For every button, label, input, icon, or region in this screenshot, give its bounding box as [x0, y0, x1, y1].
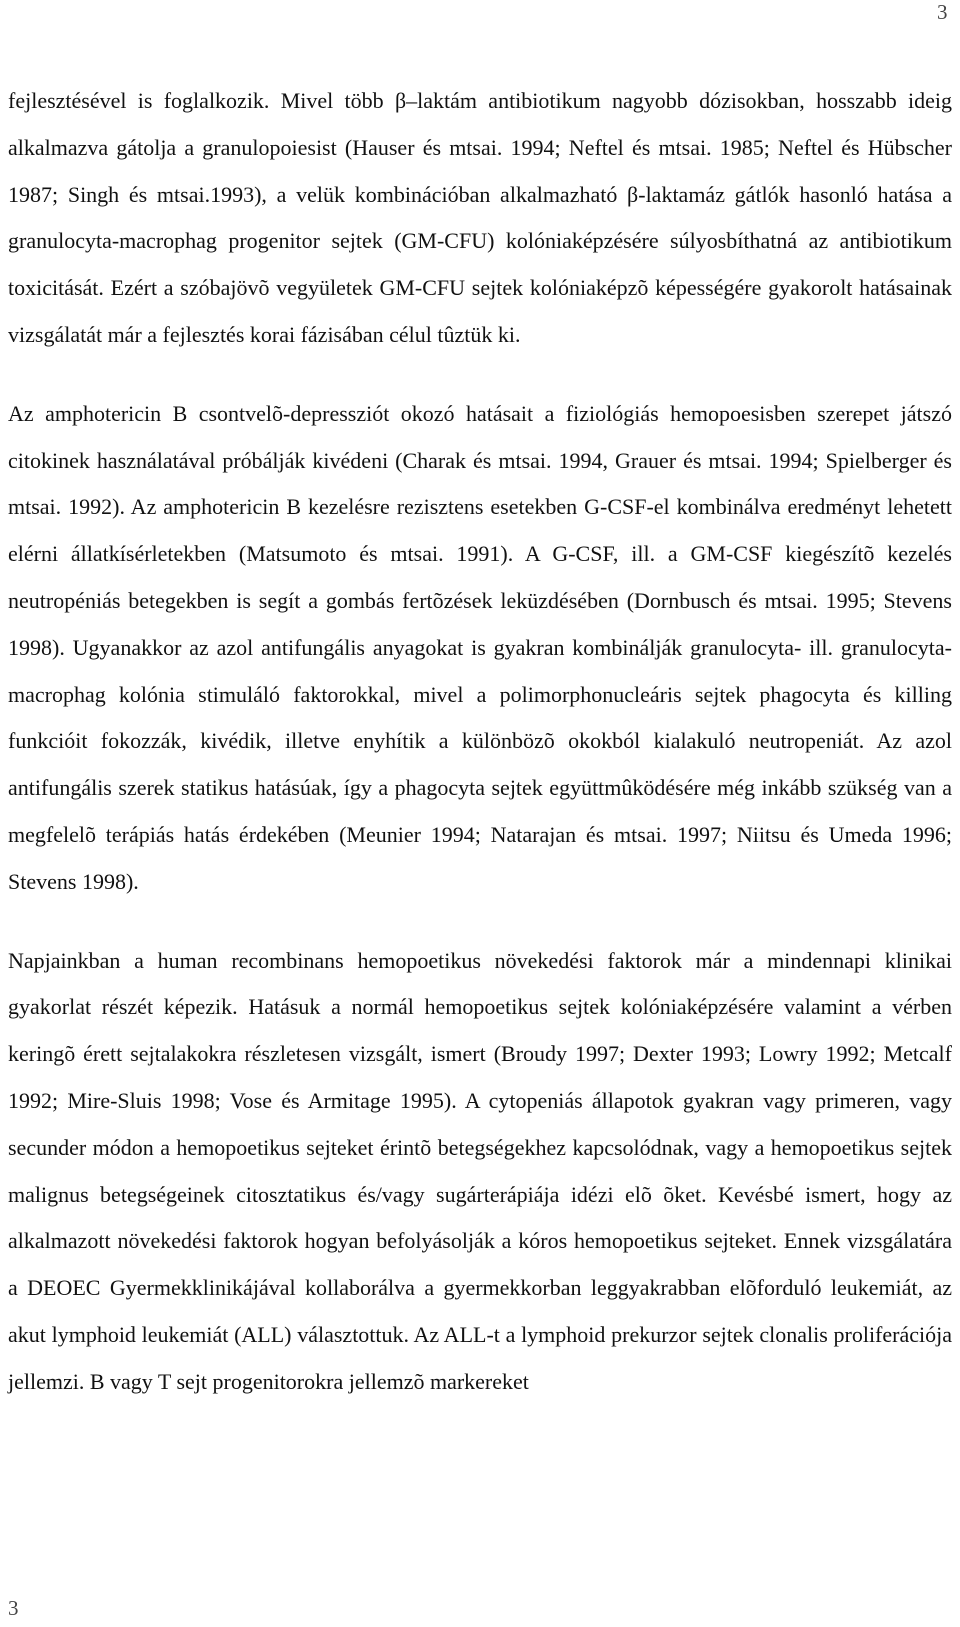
page-number-bottom: 3: [8, 1596, 19, 1620]
paragraph-amphotericin: Az amphotericin B csontvelõ-depressziót okozó hatásait a fiziológiás hemopoesisben szerepet játszó citokinek használatával próbálják kivédeni (Charak és mtsai. 1994, Grauer és mtsai. 1994; Spielberger és mtsai. 1992). Az amphotericin B kezelésre rezisztens esetekben G-CSF-el kombinálva eredményt lehetett elérni állatkísérletekben (Matsumoto és mtsai. 1991). A G-CSF, ill. a GM-CSF kiegészítõ kezelés neutropéniás betegekben is segít a gombás fertõzések leküzdésében (Dornbusch és mtsai. 1995; Stevens 1998). Ugyanakkor az azol antifungális anyagokat is gyakran kombinálják granulocyta- ill. granulocyta-macrophag kolónia stimuláló faktorokkal, mivel a polimorphonucleáris sejtek phagocyta és killing funkcióit fokozzák, kivédik, illetve enyhítik a különbözõ okokból kialakuló neutropeniát. Az azol antifungális szerek statikus hatásúak, így a phagocyta sejtek együttmûködésére még inkább szükség van a megfelelõ terápiás hatás érdekében (Meunier 1994; Natarajan és mtsai. 1997; Niitsu és Umeda 1996; Stevens 1998).: [8, 400, 952, 894]
paragraph-beta-lactam: fejlesztésével is foglalkozik. Mivel több β–laktám antibiotikum nagyobb dózisokban, hosszabb ideig alkalmazva gátolja a granulopoiesist (Hauser és mtsai. 1994; Neftel és mtsai. 1985; Neftel és Hübscher 1987; Singh és mtsai.1993), a velük kombinációban alkalmazható β-laktamáz gátlók hasonló hatása a granulocyta-macrophag progenitor sejtek (GM-CFU) kolóniaképzésére súlyosbíthatná az antibiotikum toxicitását. Ezért a szóbajövõ vegyületek GM-CFU sejtek kolóniaképzõ képességére gyakorolt hatásainak vizsgálatát már a fejlesztés korai fázisában célul tûztük ki.: [8, 88, 952, 347]
paragraph-growth-factors: Napjainkban a human recombinans hemopoetikus növekedési faktorok már a mindennapi klinikai gyakorlat részét képezik. Hatásuk a normál hemopoetikus sejtek kolóniaképzésére valamint a vérben keringõ érett sejtalakokra részletesen vizsgált, ismert (Broudy 1997; Dexter 1993; Lowry 1992; Metcalf 1992; Mire-Sluis 1998; Vose és Armitage 1995). A cytopeniás állapotok gyakran vagy primeren, vagy secunder módon a hemopoetikus sejteket érintõ betegségekhez kapcsolódnak, vagy a hemopoetikus sejtek malignus betegségeinek citosztatikus és/vagy sugárterápiája idézi elõ õket. Kevésbé ismert, hogy az alkalmazott növekedési faktorok hogyan befolyásolják a kóros hemopoetikus sejteket. Ennek vizsgálatára a DEOEC Gyermekklinikájával kollaborálva a gyermekkorban leggyakrabban elõforduló leukemiát, az akut lymphoid leukemiát (ALL) választottuk. Az ALL-t a lymphoid prekurzor sejtek clonalis proliferációja jellemzi. B vagy T sejt progenitorokra jellemzõ markereket: [8, 947, 952, 1394]
document-body: [8, 78, 952, 1406]
page-number-top: 3: [937, 0, 948, 24]
